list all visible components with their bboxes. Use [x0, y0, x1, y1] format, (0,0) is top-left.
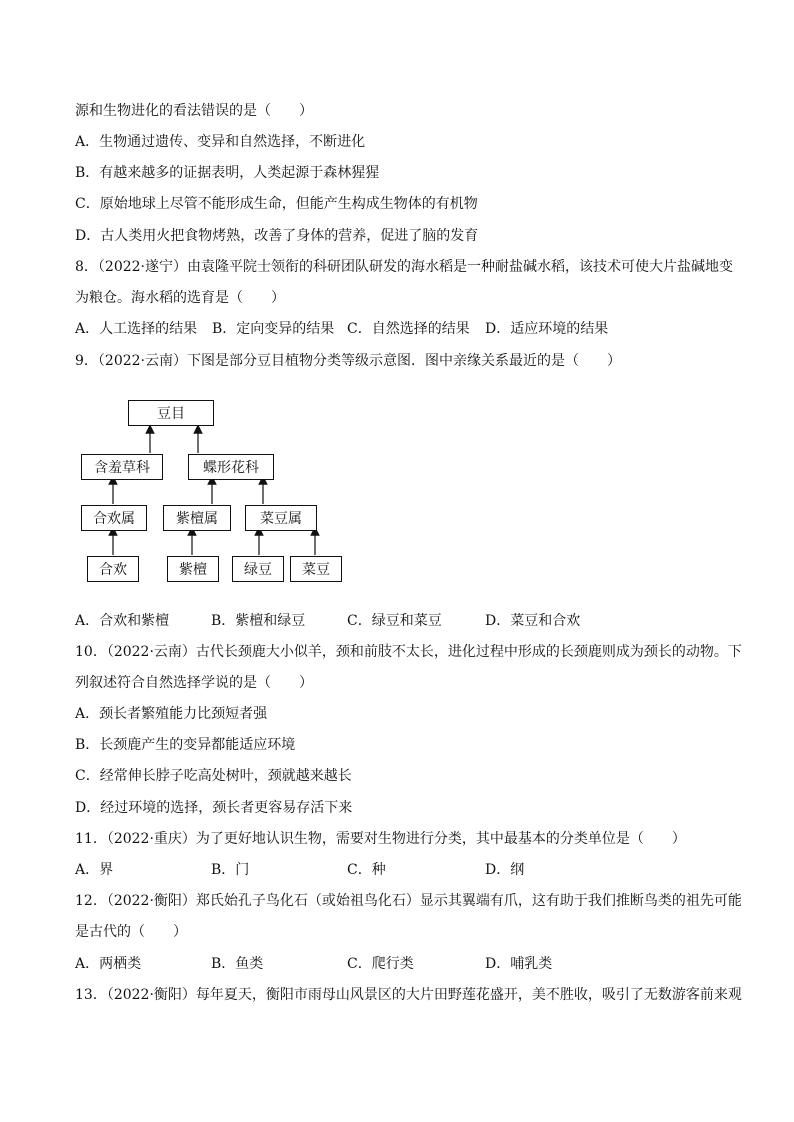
classification-diagram [75, 395, 355, 595]
q10-option-d: D．经过环境的选择，颈长者更容易存活下来 [75, 800, 353, 816]
q7-stem-continued: 源和生物进化的看法错误的是（ ） [75, 103, 313, 119]
q10-option-a: A．颈长者繁殖能力比颈短者强 [75, 706, 268, 722]
q10-stem-line2: 列叙述符合自然选择学说的是（ ） [75, 675, 313, 691]
box-family-hanxiucaoke: 含羞草科 [81, 454, 163, 480]
q12-stem-line1: 12．（2022·衡阳）郑氏始孔子鸟化石（或始祖鸟化石）显示其翼端有爪，这有助于我们推断鸟类的祖先可能 [75, 893, 742, 909]
q8-option-a: A．人工选择的结果 [75, 321, 198, 337]
q8-option-d: D．适应环境的结果 [485, 321, 609, 337]
q9-stem: 9．（2022·云南）下图是部分豆目植物分类等级示意图．图中亲缘关系最近的是（ ） [75, 353, 621, 369]
q11-option-a: A．界 [75, 862, 114, 878]
box-order-doumu: 豆目 [128, 400, 214, 426]
q8-option-c: C．自然选择的结果 [347, 321, 470, 337]
q11-option-d: D．纲 [485, 862, 525, 878]
q12-option-a: A．两栖类 [75, 956, 142, 972]
q12-option-b: B．鱼类 [211, 956, 264, 972]
q7-option-c: C．原始地球上尽管不能形成生命，但能产生构成生物体的有机物 [75, 196, 478, 212]
box-family-diexinghuake: 蝶形花科 [188, 454, 274, 480]
q9-option-b: B．紫檀和绿豆 [211, 613, 306, 629]
box-genus-caidoushu: 菜豆属 [245, 505, 317, 531]
q9-option-a: A．合欢和紫檀 [75, 613, 170, 629]
q7-option-d: D．古人类用火把食物烤熟，改善了身体的营养，促进了脑的发育 [75, 228, 479, 244]
q12-option-c: C．爬行类 [347, 956, 414, 972]
q10-stem-line1: 10．（2022·云南）古代长颈鹿大小似羊，颈和前肢不太长，进化过程中形成的长颈鹿则成为颈长的动物。下 [75, 644, 742, 660]
q11-option-b: B．门 [211, 862, 250, 878]
box-species-hehuan: 合欢 [87, 556, 139, 582]
box-genus-zitanshu: 紫檀属 [163, 505, 231, 531]
q8-option-b: B．定向变异的结果 [212, 321, 335, 337]
q11-option-c: C．种 [347, 862, 386, 878]
q10-option-c: C．经常伸长脖子吃高处树叶，颈就越来越长 [75, 768, 352, 784]
q7-option-a: A．生物通过遗传、变异和自然选择，不断进化 [75, 134, 366, 150]
q7-option-b: B．有越来越多的证据表明，人类起源于森林猩猩 [75, 165, 380, 181]
q9-option-c: C．绿豆和菜豆 [347, 613, 442, 629]
q8-stem-line1: 8．（2022·遂宁）由袁隆平院士领衔的科研团队研发的海水稻是一种耐盐碱水稻，该技术可使大片盐碱地变 [75, 259, 733, 275]
box-genus-hehuanshu: 合欢属 [81, 505, 147, 531]
box-species-lvdou: 绿豆 [232, 556, 284, 582]
q12-stem-line2: 是古代的（ ） [75, 924, 187, 940]
q9-option-d: D．菜豆和合欢 [485, 613, 581, 629]
q12-option-d: D．哺乳类 [485, 956, 553, 972]
box-species-caidou: 菜豆 [290, 556, 342, 582]
q8-stem-line2: 为粮仓。海水稻的选育是（ ） [75, 290, 285, 306]
box-species-zitan: 紫檀 [167, 556, 219, 582]
q11-stem: 11．（2022·重庆）为了更好地认识生物，需要对生物进行分类，其中最基本的分类单位是（ ） [75, 831, 686, 847]
q13-stem-line1: 13．（2022·衡阳）每年夏天，衡阳市雨母山风景区的大片田野莲花盛开，美不胜收，吸引了无数游客前来观 [75, 987, 742, 1003]
q10-option-b: B．长颈鹿产生的变异都能适应环境 [75, 737, 296, 753]
